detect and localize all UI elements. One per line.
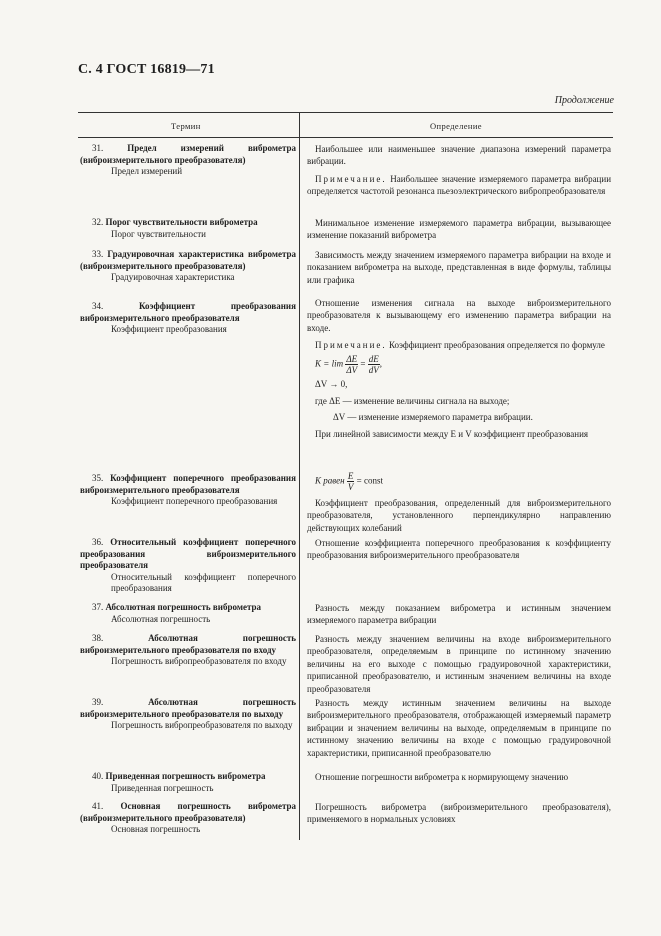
definition-41: Погрешность виброметра (виброизмерительного преобразователя), применяемого в нормальных условиях bbox=[307, 802, 611, 825]
term-31: 31. Предел измерений виброметра (виброизмерительного преобразователя) Предел измерений bbox=[80, 143, 296, 177]
term-column-header: Термин bbox=[171, 121, 201, 131]
term-36: 36. Относительный коэффициент поперечного преобразования виброизмерительного преобразователя Относительный коэффициент поперечного преобразования bbox=[80, 537, 296, 594]
limit-expression: ΔV → 0, bbox=[315, 378, 348, 389]
definition-37: Разность между показанием виброметра и истинным значением измеряемого параметра вибрации bbox=[307, 603, 611, 626]
continuation-label: Продолжение bbox=[554, 95, 614, 106]
table-header-rule bbox=[78, 137, 613, 138]
conversion-formula: K = lim $\frac{\Delta E}{\Delta V}$ = $\frac{dE}{dV}$ , bbox=[315, 353, 382, 375]
term-40: 40. Приведенная погрешность виброметра Приведенная погрешность bbox=[92, 771, 266, 793]
term-33: 33. Градуировочная характеристика виброметра (виброизмерительного преобразователя) Градуировочная характеристика bbox=[80, 249, 296, 283]
definition-34: Отношение изменения сигнала на выходе виброизмерительного преобразователя к вызывающему его изменению параметра вибрации на входе. Примечание. Коэффициент преобразования определяется по формуле K = lim $\frac{\Delta E}{\Delta V}$ = $\frac{dE}{dV}$ , ΔV → 0, где ΔE — изменение величины сигнала на выходе; ΔV — изменение измеряемого параметра вибрации. При линейной зависимости между E и V коэффициент преобразования bbox=[307, 298, 611, 439]
k-const-formula: K равен $\frac{E}{V}$ = const bbox=[315, 471, 383, 492]
term-41: 41. Основная погрешность виброметра (виброизмерительного преобразователя) Основная погрешность bbox=[80, 801, 296, 835]
column-divider bbox=[299, 112, 300, 840]
definition-40: Отношение погрешности виброметра к нормирующему значению bbox=[315, 772, 569, 782]
definition-39: Разность между истинным значением величины на выходе виброизмерительного преобразователя, отображающей измеряемый параметр вибрации и значением величины на выходе, определяемым в принципе по истинному значению величины на входе с помощью градуировочной характеристики, приписанной преобразователю bbox=[307, 698, 611, 758]
term-37: 37. Абсолютная погрешность виброметра Абсолютная погрешность bbox=[92, 602, 261, 624]
definition-36: Отношение коэффициента поперечного преобразования к коэффициенту преобразования виброизмерительного преобразователя bbox=[307, 538, 611, 561]
term-38: 38. Абсолютная погрешность виброизмерительного преобразователя по входу Погрешность вибропреобразователя по входу bbox=[80, 633, 296, 667]
definition-38: Разность между значением величины на входе виброизмерительного преобразователя, определяемым в принципе по истинному значению величины на его выходе с помощью градуировочной характеристики, приписанной преобразователю, и истинным значением величины на входе преобразователя bbox=[307, 634, 611, 694]
term-34: 34. Коэффициент преобразования виброизмерительного преобразователя Коэффициент преобразования bbox=[80, 301, 296, 335]
table-top-rule bbox=[78, 112, 613, 113]
definition-31: Наибольшее или наименьшее значение диапазона измерений параметра вибрации. Примечание. Наибольшее значение измеряемого параметра вибрации определяется частотой резонанса пьезоэлектрического вибропреобразователя bbox=[307, 144, 612, 197]
definition-column-header: Определение bbox=[430, 121, 482, 131]
definition-35: K равен $\frac{E}{V}$ = const Коэффициент преобразования, определенный для виброизмерительного преобразователя, установленного перпендикулярно направлению действующих колебаний bbox=[307, 471, 611, 533]
term-39: 39. Абсолютная погрешность виброизмерительного преобразователя по выходу Погрешность вибропреобразователя по выходу bbox=[80, 697, 296, 731]
definition-32: Минимальное изменение измеряемого параметра вибрации, вызывающее изменение показаний виброметра bbox=[307, 218, 611, 241]
term-32: 32. Порог чувствительности виброметра Порог чувствительности bbox=[92, 217, 258, 239]
definition-33: Зависимость между значением измеряемого параметра вибрации на входе и показанием виброметра на выходе, представленная в виде формулы, таблицы или графика bbox=[307, 250, 611, 285]
term-35: 35. Коэффициент поперечного преобразования виброизмерительного преобразователя Коэффициент поперечного преобразования bbox=[80, 473, 296, 507]
page-title: С. 4 ГОСТ 16819—71 bbox=[78, 62, 215, 77]
